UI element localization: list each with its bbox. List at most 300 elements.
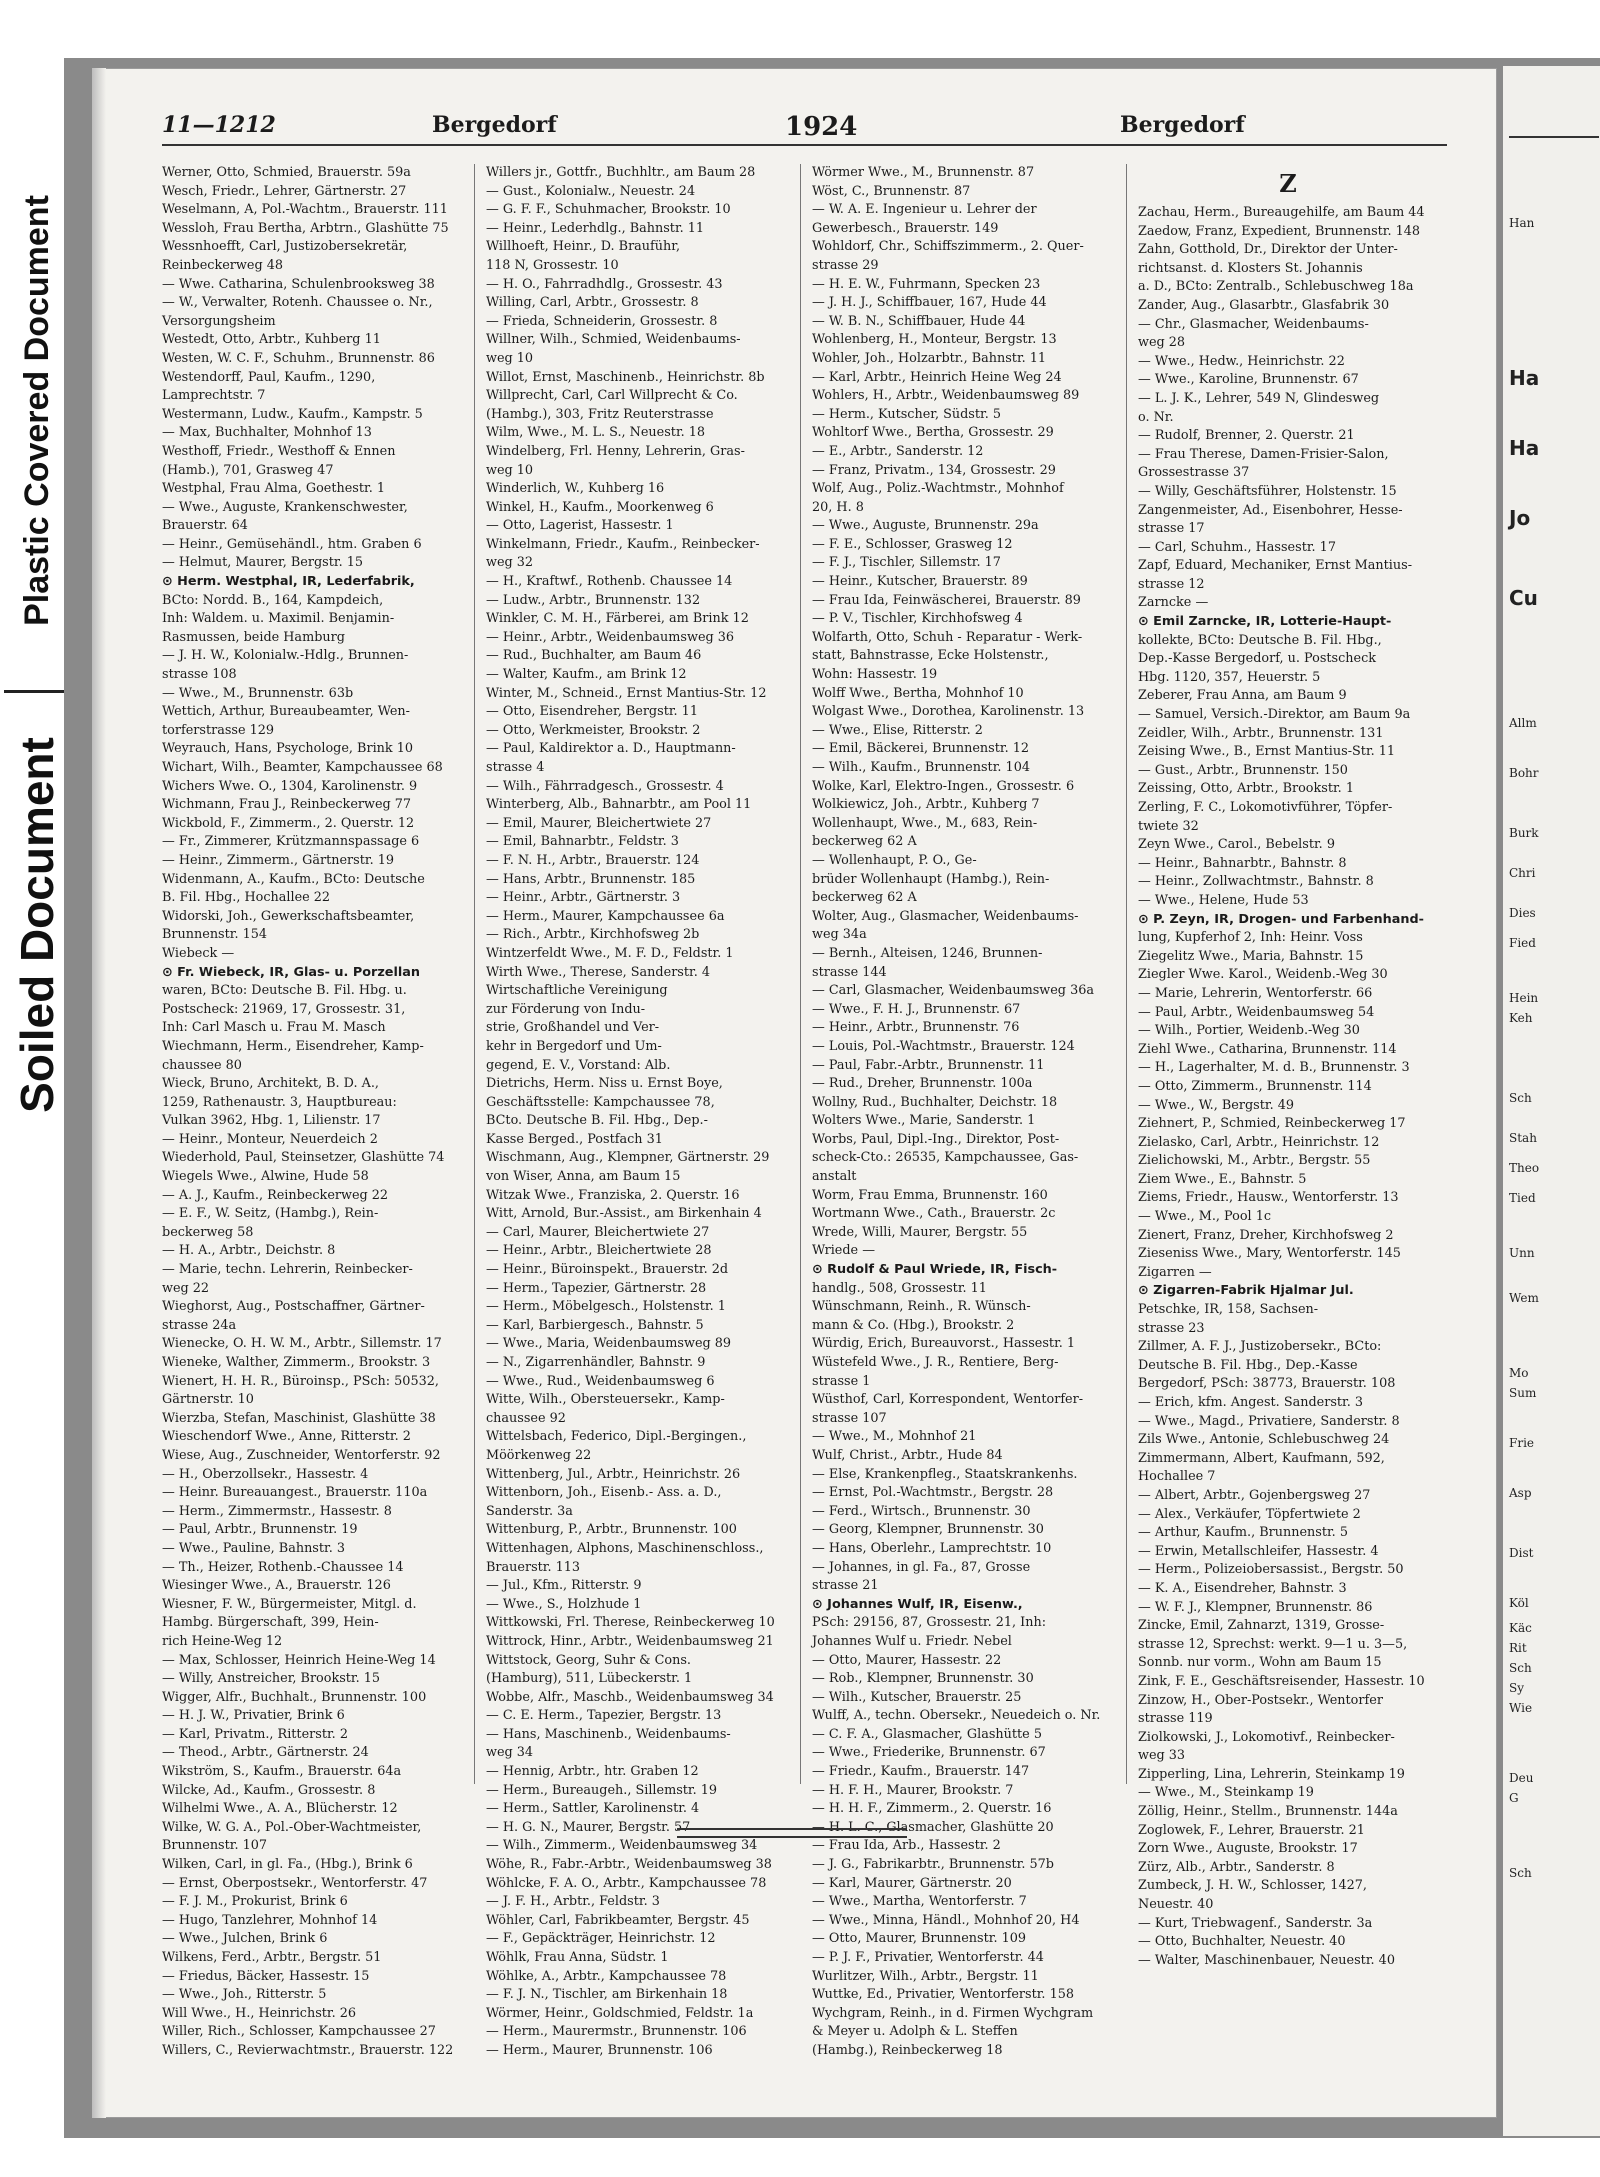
directory-entry: & Meyer u. Adolph & L. Steffen — [812, 2024, 1018, 2040]
directory-entry: beckerweg 62 A — [812, 834, 917, 850]
directory-entry: strasse 4 — [486, 760, 545, 775]
adjacent-page-text: Keh — [1509, 1011, 1533, 1025]
directory-entry: — P. V., Tischler, Kirchhofsweg 4 — [812, 611, 1023, 627]
directory-entry: — Wwe., Friederike, Brunnenstr. 67 — [812, 1745, 1046, 1761]
directory-entry: Wolgast Wwe., Dorothea, Karolinenstr. 13 — [812, 704, 1085, 720]
adjacent-page-text: Sy — [1509, 1681, 1524, 1695]
directory-entry: Wikström, S., Kaufm., Brauerstr. 64a — [162, 1764, 402, 1780]
directory-entry: 1259, Rathenaustr. 3, Hauptbureau: — [162, 1094, 397, 1110]
directory-entry: Zahn, Gotthold, Dr., Direktor der Unter- — [1138, 242, 1398, 258]
directory-entry: beckerweg 58 — [162, 1224, 254, 1240]
directory-entry: — Hugo, Tanzlehrer, Mohnhof 14 — [162, 1912, 378, 1928]
directory-entry: Zoglowek, F., Lehrer, Brauerstr. 21 — [1138, 1822, 1365, 1838]
directory-entry: Wilcke, Ad., Kaufm., Grossestr. 8 — [162, 1782, 376, 1798]
directory-entry: Petschke, IR, 158, Sachsen- — [1138, 1302, 1319, 1318]
directory-entry: — N., Zigarrenhändler, Bahnstr. 9 — [486, 1355, 706, 1370]
adjacent-page-text: Käc — [1509, 1621, 1532, 1635]
directory-entry: — Erich, kfm. Angest. Sanderstr. 3 — [1138, 1395, 1364, 1410]
directory-entry: Ziehnert, P., Schmied, Reinbeckerweg 17 — [1138, 1116, 1406, 1132]
directory-entry: weg 10 — [486, 350, 534, 366]
directory-entry: — Wwe., M., Pool 1c — [1138, 1209, 1272, 1225]
soiled-document-text: Soiled Document — [11, 737, 63, 1113]
directory-entry: Wüsthof, Carl, Korrespondent, Wentorfer- — [812, 1392, 1084, 1408]
directory-entry: — J. H. W., Kolonialw.-Hdlg., Brunnen- — [162, 648, 409, 664]
directory-entry: Wohn: Hassestr. 19 — [812, 667, 938, 683]
directory-entry: — Herm., Maurermstr., Brunnenstr. 106 — [486, 2024, 747, 2040]
adjacent-page-text: Mo — [1509, 1366, 1529, 1380]
directory-entry: Wiegels Wwe., Alwine, Hude 58 — [162, 1169, 369, 1185]
directory-entry: Wobbe, Alfr., Maschb., Weidenbaumsweg 34 — [486, 1689, 774, 1705]
directory-entry: Wilm, Wwe., M. L. S., Neuestr. 18 — [486, 425, 706, 441]
directory-entry: — Heinr., Arbtr., Brunnenstr. 76 — [812, 1020, 1020, 1036]
directory-entry: Wiechmann, Herm., Eisendreher, Kamp- — [162, 1038, 424, 1054]
directory-entry: Weyrauch, Hans, Psychologe, Brink 10 — [162, 741, 414, 757]
directory-entry: — Else, Krankenpfleg., Staatskrankenhs. — [812, 1466, 1078, 1482]
page-header — [162, 110, 1447, 146]
directory-entry: beckerweg 62 A — [812, 890, 917, 906]
directory-entry: Brunnenstr. 107 — [162, 1838, 268, 1854]
directory-entry: — Paul, Arbtr., Brunnenstr. 19 — [162, 1522, 358, 1538]
directory-entry: Winkler, C. M. H., Färberei, am Brink 12 — [486, 611, 749, 627]
directory-entry: — F. J. M., Prokurist, Brink 6 — [162, 1894, 348, 1910]
directory-entry: strasse 12 — [1138, 576, 1205, 592]
directory-entry: Johannes Wulf u. Friedr. Nebel — [812, 1633, 1012, 1649]
directory-entry: — Paul, Kaldirektor a. D., Hauptmann- — [486, 741, 736, 757]
directory-entry: Zeidler, Wilh., Arbtr., Brunnenstr. 131 — [1138, 725, 1384, 741]
directory-entry: Wienert, H. H. R., Büroinsp., PSch: 50532, — [162, 1373, 439, 1389]
directory-entry: Wöst, C., Brunnenstr. 87 — [812, 183, 971, 199]
adjacent-page-text: Wie — [1509, 1701, 1533, 1715]
directory-entry: Rasmussen, beide Hamburg — [162, 629, 345, 645]
directory-entry: Wüstefeld Wwe., J. R., Rentiere, Berg- — [812, 1355, 1059, 1370]
directory-entry: — Frau Ida, Feinwäscherei, Brauerstr. 89 — [812, 592, 1081, 608]
directory-entry: — C. F. A., Glasmacher, Glashütte 5 — [812, 1726, 1042, 1742]
directory-entry: — Wwe., Joh., Ritterstr. 5 — [162, 1987, 327, 2003]
directory-entry: Wickbold, F., Zimmerm., 2. Querstr. 12 — [162, 815, 415, 831]
directory-entry: — Th., Heizer, Rothenb.-Chaussee 14 — [162, 1559, 404, 1575]
directory-entry: — Herm., Kutscher, Südstr. 5 — [812, 406, 1002, 422]
adjacent-page-text: Wem — [1509, 1291, 1539, 1305]
directory-entry: Windelberg, Frl. Henny, Lehrerin, Gras- — [486, 443, 745, 459]
adjacent-page-text: Unn — [1509, 1246, 1535, 1260]
directory-entry: — Heinr., Monteur, Neuerdeich 2 — [162, 1131, 378, 1147]
directory-entry: — W. B. N., Schiffbauer, Hude 44 — [812, 313, 1026, 329]
directory-entry: Worbs, Paul, Dipl.-Ing., Direktor, Post- — [812, 1131, 1060, 1147]
directory-entry: — Wwe., Auguste, Krankenschwester, — [162, 499, 408, 515]
directory-entry: Wigger, Alfr., Buchhalt., Brunnenstr. 100 — [162, 1689, 427, 1705]
directory-entry: Deutsche B. Fil. Hbg., Dep.-Kasse — [1138, 1357, 1358, 1373]
directory-entry: — Paul, Fabr.-Arbtr., Brunnenstr. 11 — [812, 1057, 1045, 1073]
directory-entry: (Hamburg), 511, Lübeckerstr. 1 — [486, 1671, 693, 1687]
directory-entry: — Willy, Geschäftsführer, Holstenstr. 15 — [1138, 483, 1397, 499]
directory-entry: — Otto, Eisendreher, Bergstr. 11 — [486, 704, 698, 720]
directory-entry: Zeberer, Frau Anna, am Baum 9 — [1138, 688, 1347, 704]
directory-entry: — Wwe., M., Mohnhof 21 — [812, 1429, 977, 1445]
directory-entry: — Wwe., M., Steinkamp 19 — [1138, 1785, 1314, 1801]
directory-entry: Willner, Wilh., Schmied, Weidenbaums- — [486, 332, 741, 348]
adjacent-page-text: Sch — [1509, 1866, 1532, 1880]
directory-entry: strasse 119 — [1138, 1711, 1213, 1727]
directory-entry: Wörmer, Heinr., Goldschmied, Feldstr. 1a — [486, 2005, 754, 2021]
directory-entry: — Walter, Kaufm., am Brink 12 — [486, 667, 687, 683]
directory-entry: — Arthur, Kaufm., Brunnenstr. 5 — [1138, 1525, 1348, 1541]
directory-entry: (Hamb.), 701, Grasweg 47 — [162, 462, 334, 478]
directory-entry: — H. J. W., Privatier, Brink 6 — [162, 1708, 345, 1724]
directory-entry: (Hambg.), Reinbeckerweg 18 — [812, 2042, 1003, 2058]
directory-entry: Winterberg, Alb., Bahnarbtr., am Pool 11 — [486, 797, 752, 813]
directory-entry: kollekte, BCto: Deutsche B. Fil. Hbg., — [1138, 632, 1382, 648]
directory-entry: Willers jr., Gottfr., Buchhltr., am Baum 28 — [486, 165, 756, 180]
directory-entry: Zapf, Eduard, Mechaniker, Ernst Mantius- — [1138, 558, 1413, 574]
directory-entry: — Wwe., Magd., Privatiere, Sanderstr. 8 — [1138, 1413, 1400, 1429]
directory-entry: Zinzow, H., Ober-Postsekr., Wentorfer — [1138, 1692, 1383, 1708]
directory-entry: — Karl, Privatm., Ritterstr. 2 — [162, 1726, 348, 1742]
directory-entry: weg 34a — [812, 927, 867, 943]
directory-entry: — Otto, Maurer, Hassestr. 22 — [812, 1652, 1002, 1668]
directory-entry: Wettich, Arthur, Bureaubeamter, Wen- — [162, 704, 410, 720]
directory-entry: Kasse Berged., Postfach 31 — [486, 1131, 663, 1147]
directory-entry: Wilhelmi Wwe., A. A., Blücherstr. 12 — [162, 1801, 398, 1817]
directory-entry: — Herm., Maurer, Kampchaussee 6a — [486, 908, 725, 924]
directory-entry: — Ernst, Oberpostsekr., Wentorferstr. 47 — [162, 1875, 428, 1891]
adjacent-page-text: Ha — [1509, 436, 1540, 460]
directory-entry: weg 33 — [1138, 1748, 1186, 1764]
directory-entry: Winderlich, W., Kuhberg 16 — [486, 481, 665, 497]
adjacent-page-rule — [1509, 136, 1599, 138]
directory-entry: — Helmut, Maurer, Bergstr. 15 — [162, 555, 363, 571]
directory-entry: — Heinr., Kutscher, Brauerstr. 89 — [812, 574, 1028, 590]
header-place-left: Bergedorf — [432, 112, 557, 138]
directory-entry: Wierzba, Stefan, Maschinist, Glashütte 38 — [162, 1410, 436, 1426]
directory-entry: — Karl, Arbtr., Heinrich Heine Weg 24 — [812, 369, 1062, 385]
directory-entry: Wintzerfeldt Wwe., M. F. D., Feldstr. 1 — [486, 945, 734, 961]
directory-entry: — Otto, Werkmeister, Brookstr. 2 — [486, 722, 701, 738]
directory-entry: Zieseniss Wwe., Mary, Wentorferstr. 145 — [1138, 1246, 1401, 1262]
directory-entry: von Wiser, Anna, am Baum 15 — [486, 1169, 681, 1185]
directory-entry: Wollenhaupt, Wwe., M., 683, Rein- — [812, 815, 1038, 831]
directory-entry: Wöhlcke, F. A. O., Arbtr., Kampchaussee 78 — [486, 1875, 767, 1891]
directory-entry: — Frieda, Schneiderin, Grossestr. 8 — [486, 313, 718, 329]
directory-entry: — Wilh., Zimmerm., Weidenbaumsweg 34 — [486, 1838, 758, 1854]
directory-entry: Witte, Wilh., Obersteuersekr., Kamp- — [486, 1392, 725, 1408]
directory-entry: Zaedow, Franz, Expedient, Brunnenstr. 148 — [1138, 223, 1421, 239]
directory-entry: strasse 1 — [812, 1373, 871, 1389]
directory-entry: PSch: 29156, 87, Grossestr. 21, Inh: — [812, 1615, 1047, 1631]
directory-entry: Witt, Arnold, Bur.-Assist., am Birkenhain 4 — [486, 1206, 762, 1222]
directory-entry: Wittenberg, Jul., Arbtr., Heinrichstr. 26 — [486, 1466, 741, 1482]
directory-entry: brüder Wollenhaupt (Hambg.), Rein- — [812, 871, 1050, 887]
directory-entry: statt, Bahnstrasse, Ecke Holstenstr., — [812, 648, 1049, 664]
directory-entry: — Rudolf, Brenner, 2. Querstr. 21 — [1138, 428, 1355, 444]
directory-entry: — Willy, Anstreicher, Brookstr. 15 — [162, 1671, 381, 1687]
directory-entry: (Hambg.), 303, Fritz Reuterstrasse — [486, 406, 714, 422]
directory-entry: Zerling, F. C., Lokomotivführer, Töpfer- — [1138, 800, 1393, 815]
directory-entry: Reinbeckerweg 48 — [162, 257, 283, 273]
directory-entry: — Wwe., Rud., Weidenbaumsweg 6 — [486, 1373, 715, 1389]
directory-entry: Wiesner, F. W., Bürgermeister, Mitgl. d. — [162, 1596, 417, 1612]
adjacent-page-text: Hein — [1509, 991, 1539, 1005]
directory-entry: anstalt — [812, 1169, 857, 1185]
directory-entry: — F. N. H., Arbtr., Brauerstr. 124 — [486, 852, 700, 868]
directory-column-3 — [812, 164, 1102, 2058]
directory-entry: BCto. Deutsche B. Fil. Hbg., Dep.- — [486, 1113, 708, 1129]
directory-entry: — Wwe., Hedw., Heinrichstr. 22 — [1138, 353, 1345, 369]
directory-entry: — H. F. H., Maurer, Brookstr. 7 — [812, 1782, 1014, 1798]
directory-entry: — Otto, Zimmerm., Brunnenstr. 114 — [1138, 1078, 1372, 1094]
directory-entry: Wolkiewicz, Joh., Arbtr., Kuhberg 7 — [812, 797, 1040, 813]
directory-entry: Wienecke, O. H. W. M., Arbtr., Sillemstr. 17 — [162, 1336, 442, 1352]
page-spine — [92, 68, 106, 2118]
directory-entry: — K. A., Eisendreher, Bahnstr. 3 — [1138, 1580, 1347, 1596]
directory-entry: Wittrock, Hinr., Arbtr., Weidenbaumsweg 21 — [486, 1633, 774, 1649]
directory-entry: — E. F., W. Seitz, (Hambg.), Rein- — [162, 1206, 379, 1222]
directory-entry: — Herm., Maurer, Brunnenstr. 106 — [486, 2042, 713, 2058]
directory-entry: — Carl, Glasmacher, Weidenbaumsweg 36a — [812, 983, 1094, 999]
directory-entry: — Otto, Maurer, Brunnenstr. 109 — [812, 1931, 1027, 1947]
adjacent-page-text: G — [1509, 1791, 1519, 1805]
directory-entry: Winkelmann, Friedr., Kaufm., Reinbecker- — [486, 536, 760, 552]
directory-entry: strasse 12, Sprechst: werkt. 9—1 u. 3—5, — [1138, 1636, 1408, 1652]
directory-entry: strie, Großhandel und Ver- — [486, 1020, 660, 1036]
directory-entry: — Herm., Bureaugeh., Sillemstr. 19 — [486, 1782, 718, 1798]
directory-entry: Willprecht, Carl, Carl Willprecht & Co. — [486, 388, 738, 404]
directory-entry: — Herm., Tapezier, Gärtnerstr. 28 — [486, 1280, 707, 1296]
directory-entry: Lamprechtstr. 7 — [162, 388, 266, 404]
directory-entry: — C. E. Herm., Tapezier, Bergstr. 13 — [486, 1708, 722, 1724]
directory-entry: ⊙ Rudolf & Paul Wriede, IR, Fisch- — [812, 1262, 1058, 1278]
column-divider — [800, 164, 801, 1784]
directory-entry: weg 22 — [162, 1280, 210, 1296]
directory-entry: — Wwe., Pauline, Bahnstr. 3 — [162, 1540, 346, 1556]
directory-entry: rich Heine-Weg 12 — [162, 1633, 283, 1649]
directory-entry: Inh: Waldem. u. Maximil. Benjamin- — [162, 611, 395, 627]
directory-entry: — W. A. E. Ingenieur u. Lehrer der — [812, 202, 1037, 218]
directory-entry: chaussee 80 — [162, 1057, 242, 1073]
directory-entry: Wichers Wwe. O., 1304, Karolinenstr. 9 — [162, 778, 418, 794]
directory-entry: — Friedr., Kaufm., Brauerstr. 147 — [812, 1764, 1030, 1780]
directory-entry: Witzak Wwe., Franziska, 2. Querstr. 16 — [486, 1187, 740, 1203]
directory-entry: Wöhlke, A., Arbtr., Kampchaussee 78 — [486, 1968, 727, 1984]
directory-entry: — J. H. J., Schiffbauer, 167, Hude 44 — [812, 295, 1047, 311]
directory-entry: — Theod., Arbtr., Gärtnerstr. 24 — [162, 1745, 369, 1761]
directory-entry: Zorn Wwe., Auguste, Brookstr. 17 — [1138, 1841, 1358, 1857]
page-number: 11—1212 — [162, 112, 276, 138]
directory-entry: Wrede, Willi, Maurer, Bergstr. 55 — [812, 1224, 1028, 1240]
directory-entry: Wirtschaftliche Vereinigung — [486, 983, 668, 999]
directory-entry: — Otto, Buchhalter, Neuestr. 40 — [1138, 1934, 1346, 1950]
directory-entry: o. Nr. — [1138, 409, 1174, 425]
directory-entry: a. D., BCto: Zentralb., Schlebuschweg 18a — [1138, 279, 1414, 295]
directory-entry: — Heinr., Arbtr., Weidenbaumsweg 36 — [486, 629, 735, 645]
directory-entry: Wichart, Wilh., Beamter, Kampchaussee 68 — [162, 760, 443, 775]
directory-entry: — H., Oberzollsekr., Hassestr. 4 — [162, 1466, 369, 1482]
directory-entry: Zeissing, Otto, Arbtr., Brookstr. 1 — [1138, 781, 1354, 797]
adjacent-page-text: Dist — [1509, 1546, 1534, 1560]
directory-entry: Wiederhold, Paul, Steinsetzer, Glashütte 74 — [162, 1150, 445, 1166]
directory-entry: Worm, Frau Emma, Brunnenstr. 160 — [812, 1187, 1048, 1203]
directory-entry: Ziolkowski, J., Lokomotivf., Reinbecker- — [1138, 1729, 1395, 1745]
directory-entry: Wiesinger Wwe., A., Brauerstr. 126 — [162, 1578, 391, 1594]
directory-entry: — F. J., Tischler, Sillemstr. 17 — [812, 555, 1001, 571]
directory-entry: Zangenmeister, Ad., Eisenbohrer, Hesse- — [1138, 502, 1403, 518]
adjacent-page-text: Burk — [1509, 826, 1539, 840]
directory-entry: Werner, Otto, Schmied, Brauerstr. 59a — [162, 165, 411, 180]
directory-entry: — Wollenhaupt, P. O., Ge- — [812, 852, 977, 868]
directory-entry: Neuestr. 40 — [1138, 1897, 1214, 1913]
directory-entry: Möörkenweg 22 — [486, 1447, 592, 1463]
directory-entry: Wittenhagen, Alphons, Maschinenschloss., — [486, 1540, 764, 1556]
directory-entry: strasse 21 — [812, 1578, 879, 1594]
directory-entry: — H. G. N., Maurer, Bergstr. 57 — [486, 1819, 691, 1835]
directory-entry: Bergedorf, PSch: 38773, Brauerstr. 108 — [1138, 1376, 1396, 1392]
directory-entry: Westen, W. C. F., Schuhm., Brunnenstr. 86 — [162, 350, 435, 366]
directory-entry: Inh: Carl Masch u. Frau M. Masch — [162, 1020, 386, 1036]
directory-entry: strasse 144 — [812, 964, 887, 980]
directory-entry: Brauerstr. 113 — [486, 1559, 581, 1575]
directory-entry: — Herm., Möbelgesch., Holstenstr. 1 — [486, 1299, 726, 1315]
directory-entry: Wilken, Carl, in gl. Fa., (Hbg.), Brink 6 — [162, 1857, 413, 1873]
directory-entry: 118 N, Grossestr. 10 — [486, 257, 619, 273]
end-of-section-rule — [677, 1828, 907, 1838]
adjacent-page-text: Stah — [1509, 1131, 1537, 1145]
directory-entry: Wychgram, Reinh., in d. Firmen Wychgram — [812, 2005, 1094, 2021]
directory-entry: ⊙ Johannes Wulf, IR, Eisenw., — [812, 1596, 1023, 1612]
adjacent-page-text: Köl — [1509, 1596, 1529, 1610]
directory-entry: zur Förderung von Indu- — [486, 1001, 646, 1017]
directory-entry: — Wwe., Martha, Wentorferstr. 7 — [812, 1894, 1027, 1910]
directory-entry: weg 34 — [486, 1745, 534, 1761]
directory-entry: Wessloh, Frau Bertha, Arbtrn., Glashütte 75 — [162, 220, 449, 236]
directory-entry: — Heinr., Bahnarbtr., Bahnstr. 8 — [1138, 855, 1347, 871]
directory-entry: — Johannes, in gl. Fa., 87, Grosse — [812, 1559, 1031, 1575]
directory-entry: Willing, Carl, Arbtr., Grossestr. 8 — [486, 295, 699, 311]
directory-entry: — Ferd., Wirtsch., Brunnenstr. 30 — [812, 1503, 1031, 1519]
directory-entry: — Wwe., Minna, Händl., Mohnhof 20, H4 — [812, 1912, 1080, 1928]
directory-entry: — Bernh., Alteisen, 1246, Brunnen- — [812, 945, 1043, 961]
adjacent-page-text: Allm — [1509, 716, 1537, 730]
directory-entry: — Gust., Arbtr., Brunnenstr. 150 — [1138, 762, 1348, 778]
directory-entry: — Wwe., Helene, Hude 53 — [1138, 892, 1309, 908]
column-divider — [474, 164, 475, 1784]
directory-entry: 20, H. 8 — [812, 499, 864, 515]
directory-entry: — Emil, Bahnarbtr., Feldstr. 3 — [486, 834, 679, 850]
directory-entry: Ziegler Wwe. Karol., Weidenb.-Weg 30 — [1138, 967, 1388, 983]
directory-entry: Willer, Rich., Schlosser, Kampchaussee 27 — [162, 2024, 436, 2040]
directory-entry: Zachau, Herm., Bureaugehilfe, am Baum 44 — [1138, 205, 1425, 220]
directory-entry: Vulkan 3962, Hbg. 1, Lilienstr. 17 — [162, 1113, 381, 1129]
directory-entry: Zeising Wwe., B., Ernst Mantius-Str. 11 — [1138, 744, 1396, 760]
directory-entry: — Emil, Bäckerei, Brunnenstr. 12 — [812, 741, 1030, 757]
directory-entry: — H. H. F., Zimmerm., 2. Querstr. 16 — [812, 1801, 1052, 1817]
adjacent-page-fragment — [1503, 66, 1600, 2136]
directory-entry: Wulff, A., techn. Obersekr., Neuedeich o. Nr. — [812, 1708, 1101, 1724]
adjacent-page-text: Han — [1509, 216, 1535, 230]
directory-entry: Wortmann Wwe., Cath., Brauerstr. 2c — [812, 1206, 1056, 1222]
directory-entry: — Carl, Schuhm., Hassestr. 17 — [1138, 539, 1336, 555]
directory-entry: weg 32 — [486, 555, 534, 571]
directory-entry: — Heinr. Bureauangest., Brauerstr. 110a — [162, 1485, 428, 1501]
directory-entry: Wolters Wwe., Marie, Sanderstr. 1 — [812, 1113, 1036, 1129]
directory-entry: Wirth Wwe., Therese, Sanderstr. 4 — [486, 964, 711, 980]
directory-entry: — Hans, Oberlehr., Lamprechtstr. 10 — [812, 1540, 1052, 1556]
adjacent-page-text: Sch — [1509, 1661, 1532, 1675]
header-year: 1924 — [785, 112, 858, 142]
header-place-right: Bergedorf — [1120, 112, 1245, 138]
directory-entry: lung, Kupferhof 2, Inh: Heinr. Voss — [1138, 930, 1363, 946]
directory-entry: Dietrichs, Herm. Niss u. Ernst Boye, — [486, 1076, 723, 1092]
directory-entry: — Wwe., Karoline, Brunnenstr. 67 — [1138, 372, 1359, 388]
directory-entry: Zielasko, Carl, Arbtr., Heinrichstr. 12 — [1138, 1134, 1380, 1150]
directory-entry: — Rich., Arbtr., Kirchhofsweg 2b — [486, 927, 700, 943]
directory-entry: Wolke, Karl, Elektro-Ingen., Grossestr. 6 — [812, 778, 1075, 794]
directory-entry: Wohldorf, Chr., Schiffszimmerm., 2. Quer- — [812, 239, 1084, 255]
directory-entry: Wünschmann, Reinh., R. Wünsch- — [812, 1299, 1031, 1315]
adjacent-page-text: Dies — [1509, 906, 1536, 920]
directory-entry: — Jul., Kfm., Ritterstr. 9 — [486, 1578, 642, 1594]
directory-entry: Wohltorf Wwe., Bertha, Grossestr. 29 — [812, 425, 1054, 441]
directory-entry: chaussee 92 — [486, 1410, 566, 1426]
directory-entry: — Heinr., Büroinspekt., Brauerstr. 2d — [486, 1262, 729, 1278]
directory-entry: Zarncke — — [1138, 595, 1209, 611]
directory-entry: Ziehl Wwe., Catharina, Brunnenstr. 114 — [1138, 1041, 1397, 1057]
directory-entry: — Georg, Klempner, Brunnenstr. 30 — [812, 1522, 1044, 1538]
directory-entry: — W., Verwalter, Rotenh. Chaussee o. Nr., — [162, 295, 433, 311]
directory-entry: Wurlitzer, Wilh., Arbtr., Bergstr. 11 — [812, 1968, 1039, 1984]
soiled-document-label — [4, 700, 70, 1150]
directory-entry: — Heinr., Arbtr., Bleichertwiete 28 — [486, 1243, 712, 1259]
directory-entry: Zienert, Franz, Dreher, Kirchhofsweg 2 — [1138, 1227, 1394, 1243]
directory-entry: Ziegelitz Wwe., Maria, Bahnstr. 15 — [1138, 948, 1364, 964]
directory-entry: strasse 23 — [1138, 1320, 1205, 1336]
directory-entry: Wieghorst, Aug., Postschaffner, Gärtner- — [162, 1299, 425, 1315]
directory-entry: Zillmer, A. F. J., Justizobersekr., BCto: — [1138, 1339, 1382, 1355]
directory-entry: — L. J. K., Lehrer, 549 N, Glindesweg — [1138, 390, 1380, 406]
directory-entry: Zürz, Alb., Arbtr., Sanderstr. 8 — [1138, 1859, 1335, 1875]
directory-entry: Wittkowski, Frl. Therese, Reinbeckerweg 10 — [486, 1615, 775, 1631]
directory-entry: — Max, Buchhalter, Mohnhof 13 — [162, 425, 372, 441]
directory-entry: — Max, Schlosser, Heinrich Heine-Weg 14 — [162, 1652, 436, 1668]
directory-entry: — H. O., Fahrradhdlg., Grossestr. 43 — [486, 276, 723, 292]
directory-entry: Wriede — — [812, 1243, 875, 1259]
directory-entry: — Ludw., Arbtr., Brunnenstr. 132 — [486, 592, 701, 608]
directory-entry: — Emil, Maurer, Bleichertwiete 27 — [486, 815, 712, 831]
directory-entry: Wolff Wwe., Bertha, Mohnhof 10 — [812, 685, 1024, 701]
directory-entry: Wischmann, Aug., Klempner, Gärtnerstr. 29 — [486, 1150, 770, 1166]
directory-entry: — Fr., Zimmerer, Krützmannspassage 6 — [162, 834, 420, 850]
directory-entry: Westphal, Frau Alma, Goethestr. 1 — [162, 481, 386, 497]
directory-entry: ⊙ Emil Zarncke, IR, Lotterie-Haupt- — [1138, 614, 1392, 630]
directory-entry: Weselmann, A, Pol.-Wachtm., Brauerstr. 111 — [162, 202, 448, 218]
directory-entry: — Rob., Klempner, Brunnenstr. 30 — [812, 1671, 1034, 1687]
directory-entry: — Marie, Lehrerin, Wentorferstr. 66 — [1138, 985, 1373, 1001]
directory-entry: mann & Co. (Hbg.), Brookstr. 2 — [812, 1317, 1015, 1333]
letter-heading: Z — [1279, 169, 1297, 198]
directory-entry: — Walter, Maschinenbauer, Neuestr. 40 — [1138, 1952, 1395, 1968]
directory-entry: — H., Lagerhalter, M. d. B., Brunnenstr. 3 — [1138, 1060, 1410, 1076]
directory-entry: handlg., 508, Grossestr. 11 — [812, 1280, 987, 1296]
directory-entry: — Hans, Maschinenb., Weidenbaums- — [486, 1726, 731, 1742]
directory-entry: Geschäftsstelle: Kampchaussee 78, — [486, 1094, 715, 1110]
directory-entry: kehr in Bergedorf und Um- — [486, 1038, 662, 1054]
directory-entry: strasse 108 — [162, 667, 237, 683]
adjacent-page-text: Sum — [1509, 1386, 1537, 1400]
adjacent-page-text: Deu — [1509, 1771, 1534, 1785]
directory-entry: Willhoeft, Heinr., D. Brauführ, — [486, 239, 681, 255]
directory-entry: Hambg. Bürgerschaft, 399, Hein- — [162, 1615, 379, 1631]
directory-entry: — Wwe., W., Bergstr. 49 — [1138, 1097, 1294, 1113]
directory-entry: — Heinr., Zollwachtmstr., Bahnstr. 8 — [1138, 874, 1374, 890]
directory-entry: — F. E., Schlosser, Grasweg 12 — [812, 536, 1013, 552]
